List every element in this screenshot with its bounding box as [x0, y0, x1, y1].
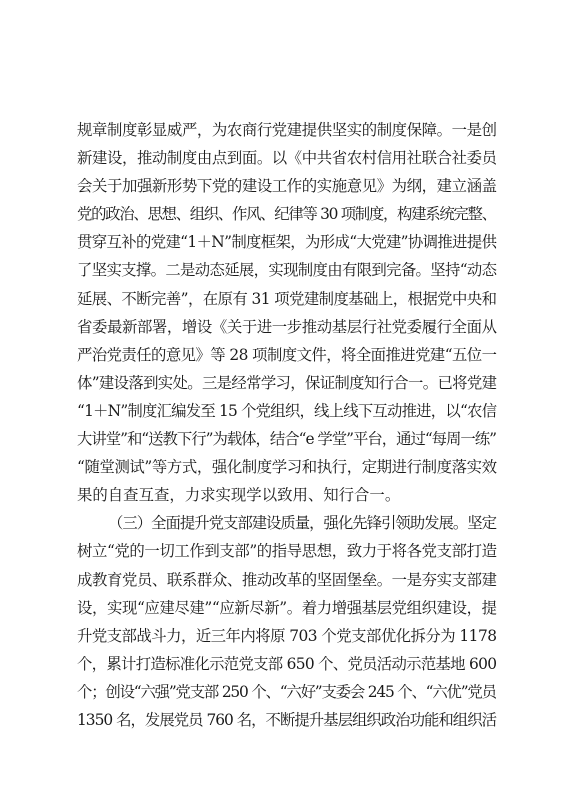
text-line: 新建设，推动制度由点到面。以《中共省农村信用社联合社委员	[77, 149, 497, 168]
text-line: 会关于加强新形势下党的建设工作的实施意见》为纲，建立涵盖	[77, 177, 497, 196]
text-line: 树立“党的一切工作到支部”的指导思想，致力于将各党支部打造	[77, 542, 497, 561]
text-line: 1350 名，发展党员 760 名，不断提升基层组织政治功能和组织活	[77, 710, 496, 729]
text-line: 贯穿互补的党建“1＋N”制度框架，为形成“大党建”协调推进提供	[77, 233, 497, 252]
section-heading-line: （三）全面提升党支部建设质量，强化先锋引领助发展。坚定	[108, 514, 496, 533]
text-line: 规章制度彰显威严，为农商行党建提供坚实的制度保障。一是创	[77, 121, 497, 139]
text-line: “1＋N”制度汇编发至 15 个党组织，线上线下互动推进，以“农信	[77, 401, 497, 420]
text-line: 体”建设落到实处。三是经常学习，保证制度知行合一。已将党建	[77, 373, 497, 392]
text-line: 成教育党员、联系群众、推动改革的坚固堡垒。一是夯实支部建	[77, 570, 497, 589]
text-line: 个；创设“六强”党支部 250 个、“六好”支委会 245 个、“六优”党员	[77, 682, 496, 701]
text-line: 省委最新部署，增设《关于进一步推动基层行社党委履行全面从	[77, 317, 497, 336]
text-line: 设，实现“应建尽建”“应新尽新”。着力增强基层党组织建设，提	[77, 598, 497, 617]
body-text	[77, 116, 497, 734]
text-line: 党的政治、思想、组织、作风、纪律等 30 项制度，构建系统完整、	[77, 205, 496, 224]
text-line: 大讲堂”和“送教下行”为载体，结合“e 学堂”平台，通过“每周一练”	[77, 430, 496, 449]
text-line: 个，累计打造标准化示范党支部 650 个、党员活动示范基地 600	[77, 654, 497, 673]
text-line: “随堂测试”等方式，强化制度学习和执行，定期进行制度落实效	[77, 458, 497, 477]
text-line: 升党支部战斗力，近三年内将原 703 个党支部优化拆分为 1178	[77, 626, 497, 645]
text-line: 严治党责任的意见》等 28 项制度文件，将全面推进党建“五位一	[77, 345, 497, 364]
text-line: 果的自查互查，力求实现学以致用、知行合一。	[77, 486, 401, 505]
text-line: 延展、不断完善”，在原有 31 项党建制度基础上，根据党中央和	[77, 289, 497, 308]
text-line: 了坚实支撑。二是动态延展，实现制度由有限到完备。坚持“动态	[77, 261, 497, 280]
